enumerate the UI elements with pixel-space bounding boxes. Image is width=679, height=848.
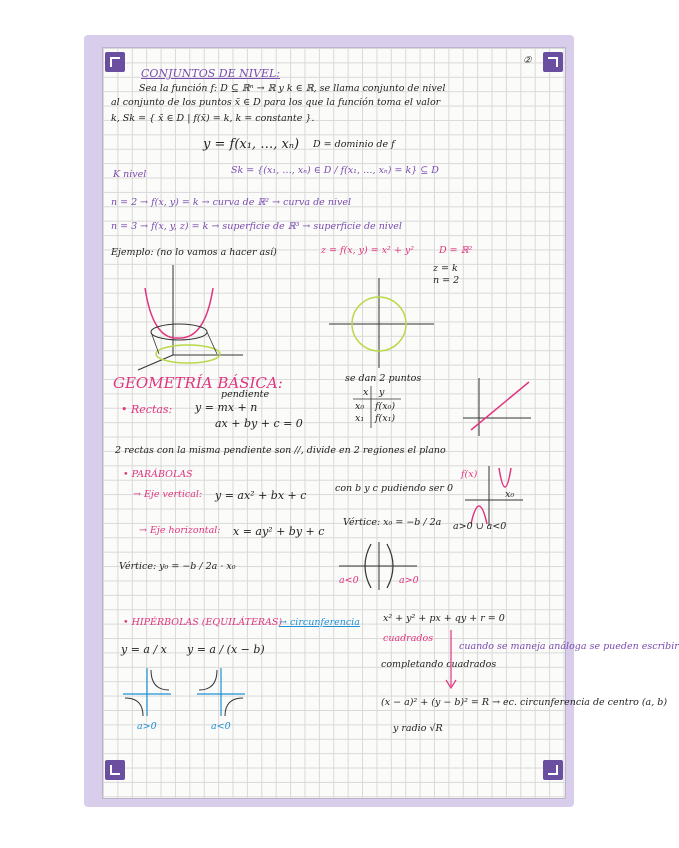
level-set-definition: Sk = {(x₁, …, xₙ) ∈ D / f(x₁, …, xₙ) = k} ⊆ D — [231, 165, 439, 176]
x0-label: x₀ — [505, 489, 515, 500]
rectas-equation-2: ax + by + c = 0 — [215, 417, 303, 430]
corner-marker-bottom-left — [105, 760, 125, 780]
parabolas-label: • PARÁBOLAS — [123, 469, 193, 480]
circunferencia-link: → circunferencia — [279, 617, 360, 628]
a-condition: a>0 ∪ a<0 — [453, 521, 507, 532]
eje-vertical-label: → Eje vertical: — [133, 489, 203, 500]
down-arrow — [443, 630, 463, 692]
section-title-conjuntos: CONJUNTOS DE NIVEL: — [141, 67, 281, 80]
table-header-x: x — [363, 387, 369, 398]
corner-marker-top-left — [105, 52, 125, 72]
hiperbola-equation-1: y = a / x — [121, 643, 167, 656]
circunferencia-general-equation: x² + y² + px + qy + r = 0 — [383, 613, 505, 624]
vertice-y0: Vértice: y₀ = −b / 2a · x₀ — [119, 561, 236, 572]
table-row-1-y: f(x₁) — [375, 413, 396, 424]
hyperbola-a-gt-0-sketch — [123, 668, 173, 718]
table-header-y: y — [379, 387, 385, 398]
a-gt-0-label: a>0 — [399, 575, 419, 586]
line-graph-sketch — [463, 378, 533, 438]
table-row-1-x: x₁ — [355, 413, 365, 424]
grid-paper — [102, 47, 679, 799]
a-lt-0-label: a<0 — [339, 575, 359, 586]
fx-label: f(x) — [461, 469, 478, 480]
corner-marker-top-right — [543, 52, 563, 72]
example-n-2: n = 2 — [433, 275, 460, 286]
hyperbola-a-lt-0-sketch — [197, 668, 247, 718]
completando-label: completando cuadrados — [381, 659, 497, 670]
vertical-parabolas-sketch — [465, 466, 525, 528]
hyperbola-a-gt-0-label: a>0 — [137, 721, 157, 732]
pendiente-label: pendiente — [221, 389, 270, 400]
rectas-paralelas-note: 2 rectas con la misma pendiente son //, divide en 2 regiones el plano — [115, 445, 446, 456]
analoga-note: cuando se maneja análoga se pueden escribir — [459, 641, 679, 652]
rectas-label: • Rectas: — [121, 403, 173, 416]
rectas-equation-1: y = mx + n — [195, 401, 258, 414]
table-row-0-y: f(x₀) — [375, 401, 396, 412]
example-domain: D = ℝ² — [439, 245, 473, 256]
level-n2: n = 2 → f(x, y) = k → curva de ℝ² → curva de nivel — [111, 197, 352, 208]
se-dan-2-puntos: se dan 2 puntos — [345, 373, 422, 384]
hyperbola-a-lt-0-label: a<0 — [211, 721, 231, 732]
circunferencia-canonical-equation: (x − a)² + (y − b)² = R → ec. circunferencia de centro (a, b) — [381, 697, 668, 708]
parabola-vertical-equation: y = ax² + bx + c — [215, 489, 307, 502]
con-b-y-c-note: con b y c pudiendo ser 0 — [335, 483, 453, 494]
notebook-page — [84, 35, 679, 807]
hiperbola-equation-2: y = a / (x − b) — [187, 643, 265, 656]
radio-label: y radio √R — [393, 723, 443, 734]
corner-marker-bottom-right — [543, 760, 563, 780]
vertice-x0: Vértice: x₀ = −b / 2a — [343, 517, 442, 528]
level-n3: n = 3 → f(x, y, z) = k → superficie de ℝ³ → superficie de nivel — [111, 221, 402, 232]
domain-note: D = dominio de f — [313, 139, 395, 150]
k-nivel-label: K nivel — [113, 169, 147, 180]
definition-line-3: k, Sk = { x̄ ∈ D | f(x̄) = k, k = constante }. — [111, 113, 315, 124]
paraboloid-sketch — [133, 260, 243, 370]
cuadrados-label: cuadrados — [383, 633, 434, 644]
example-function: z = f(x, y) = x² + y² — [321, 245, 415, 256]
parabola-horizontal-equation: x = ay² + by + c — [233, 525, 325, 538]
table-row-0-x: x₀ — [355, 401, 365, 412]
geometria-title: GEOMETRÍA BÁSICA: — [113, 374, 283, 392]
example-label: Ejemplo: (no lo vamos a hacer así) — [111, 247, 277, 258]
definition-line-1: Sea la función f: D ⊆ ℝⁿ → ℝ y k ∈ ℝ, se llama conjunto de nivel — [139, 83, 446, 94]
level-curve-sketch — [329, 278, 439, 368]
page-number: ② — [523, 55, 532, 66]
definition-line-2: al conjunto de los puntos x̄ ∈ D para los que la función toma el valor — [111, 97, 441, 108]
eje-horizontal-label: → Eje horizontal: — [139, 525, 221, 536]
example-z-k: z = k — [433, 263, 458, 274]
points-table-lines — [353, 386, 403, 430]
function-expression: y = f(x₁, …, xₙ) — [203, 137, 300, 152]
hiperbolas-label: • HIPÉRBOLAS (EQUILÁTERAS) — [123, 617, 283, 628]
